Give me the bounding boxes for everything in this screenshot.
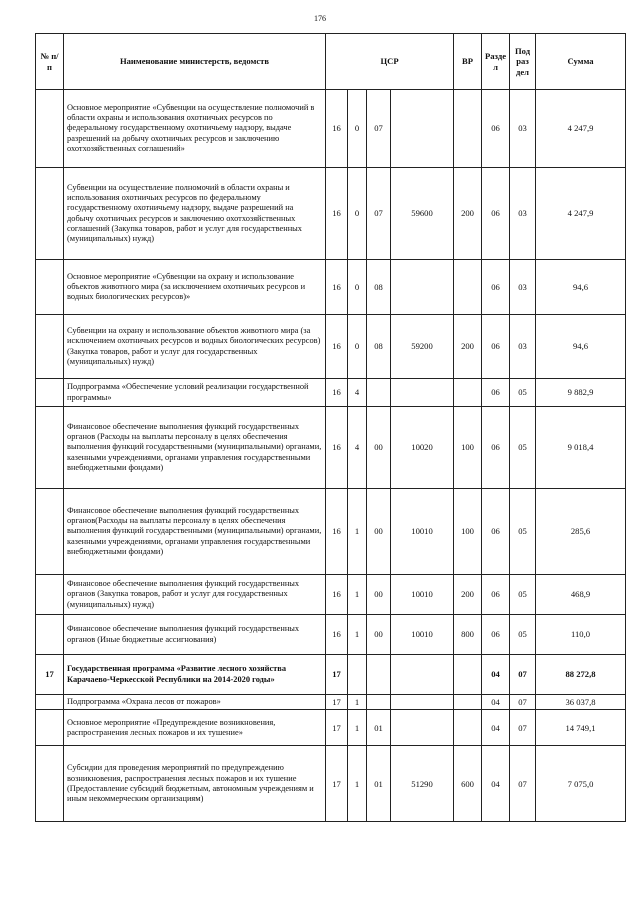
cell-summa: 94,6	[536, 260, 626, 315]
cell-csr-3: 08	[367, 315, 391, 379]
header-csr: ЦСР	[326, 34, 454, 90]
header-name: Наименование министерств, ведомств	[64, 34, 326, 90]
cell-vr: 200	[454, 575, 482, 615]
header-num: № п/п	[36, 34, 64, 90]
cell-csr-2: 1	[348, 489, 367, 575]
cell-csr-1: 16	[326, 489, 348, 575]
cell-summa: 468,9	[536, 575, 626, 615]
cell-summa: 4 247,9	[536, 168, 626, 260]
cell-csr-2: 0	[348, 315, 367, 379]
cell-csr-2	[348, 655, 367, 695]
cell-summa: 110,0	[536, 615, 626, 655]
cell-razdel: 06	[482, 90, 510, 168]
cell-num	[36, 710, 64, 746]
cell-csr-1: 17	[326, 710, 348, 746]
cell-num: 17	[36, 655, 64, 695]
cell-vr: 200	[454, 315, 482, 379]
header-summa: Сумма	[536, 34, 626, 90]
cell-csr-4: 59200	[391, 315, 454, 379]
cell-csr-3	[367, 379, 391, 407]
cell-csr-4: 51290	[391, 746, 454, 822]
cell-csr-1: 16	[326, 407, 348, 489]
cell-csr-1: 17	[326, 746, 348, 822]
cell-podrazdel: 07	[510, 710, 536, 746]
cell-vr	[454, 90, 482, 168]
table-header-row	[36, 34, 626, 90]
cell-csr-4	[391, 90, 454, 168]
cell-name: Подпрограмма «Охрана лесов от пожаров»	[64, 695, 326, 710]
cell-vr	[454, 655, 482, 695]
cell-csr-2: 4	[348, 379, 367, 407]
cell-csr-2: 0	[348, 90, 367, 168]
cell-csr-3: 00	[367, 407, 391, 489]
cell-num	[36, 695, 64, 710]
table-row	[36, 615, 626, 655]
cell-csr-1: 16	[326, 90, 348, 168]
cell-num	[36, 260, 64, 315]
cell-csr-2: 1	[348, 575, 367, 615]
cell-vr: 600	[454, 746, 482, 822]
cell-name: Основное мероприятие «Субвенции на осуществление полномочий в области охраны и использования охотничьих ресурсов по федеральному государственному охотничьему надзору, выдаче разрешений на добычу охотничьих ресурсов и заключению охотхозяйственных соглашений»	[64, 90, 326, 168]
cell-summa: 14 749,1	[536, 710, 626, 746]
cell-podrazdel: 07	[510, 695, 536, 710]
cell-razdel: 06	[482, 379, 510, 407]
cell-razdel: 06	[482, 407, 510, 489]
cell-summa: 94,6	[536, 315, 626, 379]
cell-podrazdel: 03	[510, 90, 536, 168]
cell-summa: 88 272,8	[536, 655, 626, 695]
header-razdel: Разде л	[482, 34, 510, 90]
cell-vr: 100	[454, 489, 482, 575]
cell-csr-3: 01	[367, 746, 391, 822]
table-row	[36, 379, 626, 407]
table-row	[36, 575, 626, 615]
cell-summa: 36 037,8	[536, 695, 626, 710]
cell-name: Финансовое обеспечение выполнения функций государственных органов (Расходы на выплаты персоналу в целях обеспечения выполнения функций государственными (муниципальными) органами, казенными учреждениями, органами управления государственными внебюджетными фондами)	[64, 407, 326, 489]
cell-csr-2: 1	[348, 746, 367, 822]
table-row	[36, 489, 626, 575]
cell-csr-3: 01	[367, 710, 391, 746]
cell-csr-1: 16	[326, 379, 348, 407]
table-row	[36, 90, 626, 168]
cell-name: Финансовое обеспечение выполнения функций государственных органов(Расходы на выплаты персоналу в целях обеспечения выполнения функций государственными (муниципальными) органами, казенными учреждениями, органами управления государственными внебюджетными фондами)	[64, 489, 326, 575]
cell-name: Субсидии для проведения мероприятий по предупреждению возникновения, распространения лесных пожаров и их тушение (Предоставление субсидий бюджетным, автономным учреждениям и иным некоммерческим организациям)	[64, 746, 326, 822]
cell-podrazdel: 03	[510, 315, 536, 379]
cell-csr-4	[391, 695, 454, 710]
cell-razdel: 04	[482, 746, 510, 822]
budget-table	[35, 33, 626, 822]
cell-summa: 9 018,4	[536, 407, 626, 489]
table-row	[36, 695, 626, 710]
table-row	[36, 315, 626, 379]
header-podrazdel: Под раз дел	[510, 34, 536, 90]
cell-csr-1: 16	[326, 615, 348, 655]
cell-csr-2: 0	[348, 260, 367, 315]
cell-vr	[454, 710, 482, 746]
table-row	[36, 168, 626, 260]
cell-csr-2: 0	[348, 168, 367, 260]
cell-csr-4: 59600	[391, 168, 454, 260]
page-number: 176	[314, 14, 326, 23]
cell-summa: 285,6	[536, 489, 626, 575]
cell-csr-2: 1	[348, 710, 367, 746]
cell-csr-2: 1	[348, 615, 367, 655]
cell-name: Финансовое обеспечение выполнения функций государственных органов (Закупка товаров, работ и услуг для государственных (муниципальных) нужд)	[64, 575, 326, 615]
cell-podrazdel: 05	[510, 379, 536, 407]
cell-name: Подпрограмма «Обеспечение условий реализации государственной программы»	[64, 379, 326, 407]
cell-vr	[454, 379, 482, 407]
header-vr: ВР	[454, 34, 482, 90]
cell-csr-2: 4	[348, 407, 367, 489]
cell-csr-3: 00	[367, 575, 391, 615]
cell-num	[36, 315, 64, 379]
cell-csr-1: 17	[326, 655, 348, 695]
table-row	[36, 260, 626, 315]
cell-csr-3: 07	[367, 168, 391, 260]
cell-podrazdel: 05	[510, 407, 536, 489]
cell-name: Основное мероприятие «Предупреждение возникновения, распространения лесных пожаров и их тушение»	[64, 710, 326, 746]
cell-name: Государственная программа «Развитие лесного хозяйства Карачаево-Черкесской Республики на 2014-2020 годы»	[64, 655, 326, 695]
cell-csr-4	[391, 655, 454, 695]
cell-razdel: 06	[482, 489, 510, 575]
table-row	[36, 710, 626, 746]
cell-summa: 7 075,0	[536, 746, 626, 822]
cell-name: Субвенции на охрану и использование объектов животного мира (за исключением охотничьих ресурсов и водных биологических ресурсов) (Закупка товаров, работ и услуг для государственных (муниципальных) нужд)	[64, 315, 326, 379]
cell-csr-1: 16	[326, 575, 348, 615]
cell-csr-3: 08	[367, 260, 391, 315]
cell-num	[36, 90, 64, 168]
cell-csr-4	[391, 379, 454, 407]
cell-podrazdel: 07	[510, 746, 536, 822]
cell-num	[36, 615, 64, 655]
cell-podrazdel: 05	[510, 615, 536, 655]
cell-name: Субвенции на осуществление полномочий в области охраны и использования охотничьих ресурсов по федеральному государственному охотничьему надзору, выдаче разрешений на добычу охотничьих ресурсов и заключению охотхозяйственных соглашений (Закупка товаров, работ и услуг для государственных (муниципальных) нужд)	[64, 168, 326, 260]
cell-csr-4: 10010	[391, 575, 454, 615]
cell-num	[36, 575, 64, 615]
cell-csr-3: 00	[367, 615, 391, 655]
cell-podrazdel: 03	[510, 260, 536, 315]
cell-summa: 4 247,9	[536, 90, 626, 168]
cell-vr	[454, 695, 482, 710]
cell-podrazdel: 07	[510, 655, 536, 695]
cell-vr	[454, 260, 482, 315]
cell-num	[36, 746, 64, 822]
cell-csr-3: 07	[367, 90, 391, 168]
cell-num	[36, 168, 64, 260]
cell-csr-1: 17	[326, 695, 348, 710]
cell-csr-1: 16	[326, 168, 348, 260]
cell-csr-4	[391, 710, 454, 746]
cell-csr-4: 10010	[391, 615, 454, 655]
cell-name: Основное мероприятие «Субвенции на охрану и использование объектов животного мира (за исключением охотничьих ресурсов и водных биологических ресурсов)»	[64, 260, 326, 315]
cell-razdel: 04	[482, 695, 510, 710]
cell-razdel: 06	[482, 575, 510, 615]
cell-name: Финансовое обеспечение выполнения функций государственных органов (Иные бюджетные ассигнования)	[64, 615, 326, 655]
cell-razdel: 06	[482, 260, 510, 315]
cell-podrazdel: 05	[510, 575, 536, 615]
cell-csr-4: 10010	[391, 489, 454, 575]
table-row	[36, 407, 626, 489]
cell-num	[36, 407, 64, 489]
cell-vr: 800	[454, 615, 482, 655]
cell-csr-4: 10020	[391, 407, 454, 489]
cell-razdel: 06	[482, 615, 510, 655]
cell-csr-3	[367, 655, 391, 695]
cell-num	[36, 379, 64, 407]
cell-csr-1: 16	[326, 260, 348, 315]
cell-num	[36, 489, 64, 575]
cell-summa: 9 882,9	[536, 379, 626, 407]
cell-vr: 200	[454, 168, 482, 260]
cell-razdel: 06	[482, 315, 510, 379]
cell-csr-3	[367, 695, 391, 710]
cell-podrazdel: 05	[510, 489, 536, 575]
cell-csr-1: 16	[326, 315, 348, 379]
table-row	[36, 655, 626, 695]
cell-vr: 100	[454, 407, 482, 489]
cell-csr-3: 00	[367, 489, 391, 575]
cell-razdel: 04	[482, 655, 510, 695]
cell-csr-2: 1	[348, 695, 367, 710]
table-row	[36, 746, 626, 822]
cell-csr-4	[391, 260, 454, 315]
cell-podrazdel: 03	[510, 168, 536, 260]
cell-razdel: 04	[482, 710, 510, 746]
cell-razdel: 06	[482, 168, 510, 260]
